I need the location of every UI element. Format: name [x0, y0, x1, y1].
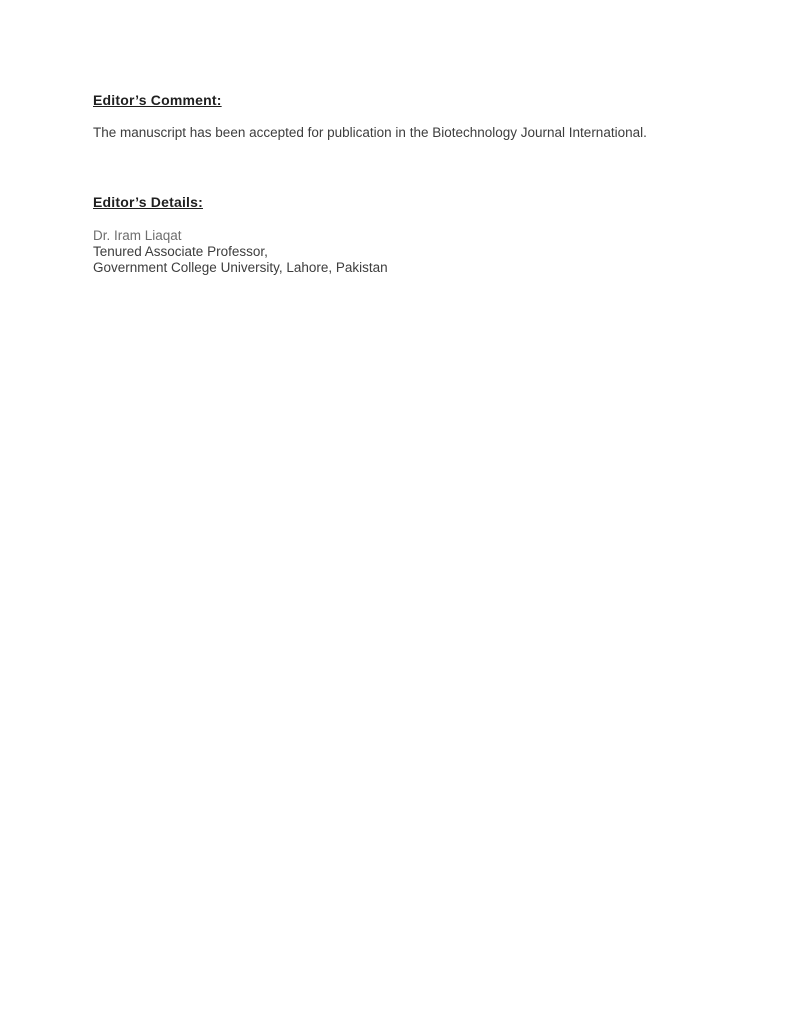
spacer: [93, 141, 713, 194]
acceptance-statement: The manuscript has been accepted for publication in the Biotechnology Journal International.: [93, 125, 647, 140]
document-content: [93, 92, 713, 276]
editors-comment-heading: Editor’s Comment:: [93, 92, 222, 108]
editor-affiliation: Government College University, Lahore, Pakistan: [93, 260, 388, 275]
editors-details-heading: Editor’s Details:: [93, 194, 203, 210]
spacer: [93, 210, 713, 228]
editor-title: Tenured Associate Professor,: [93, 244, 268, 259]
editors-comment-section: [93, 92, 713, 141]
spacer: [93, 108, 713, 125]
editor-name: Dr. Iram Liaqat: [93, 228, 182, 243]
editors-details-section: [93, 194, 713, 276]
